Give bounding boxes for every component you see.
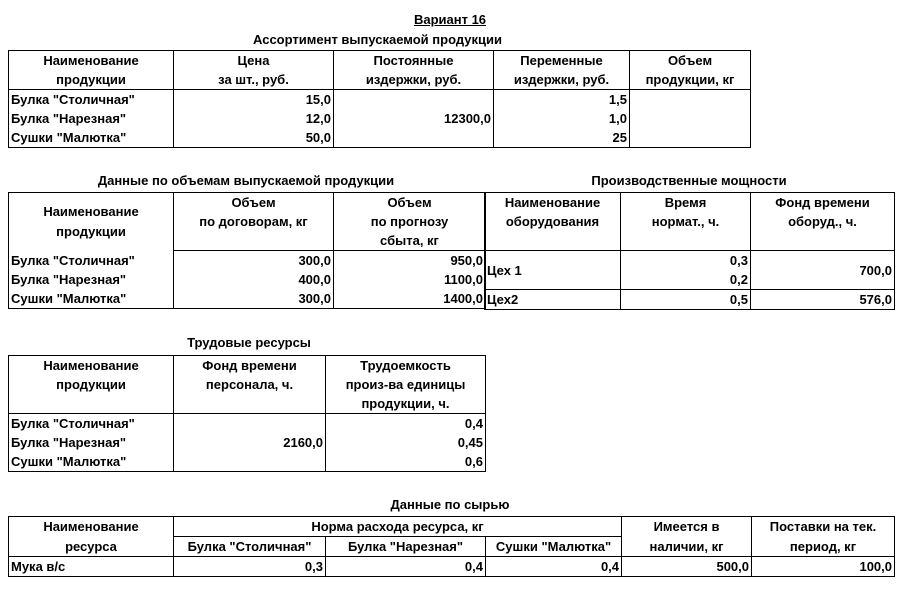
header-cell: Булка "Столичная" [174,537,326,557]
header-cell: ресурса [9,537,174,557]
header-cell: Имеется в [622,517,752,537]
labor-intensity-cell: 0,45 [326,433,486,452]
header-cell: Цена [174,51,334,71]
header-cell: Объем [174,193,334,213]
table-row [9,452,486,472]
header-cell: Фонд времени [174,356,326,376]
header-cell: Булка "Нарезная" [326,537,486,557]
norm-time-cell: 0,5 [621,290,751,310]
variable-cost-cell: 25 [494,128,630,148]
header-cell: продукции, ч. [326,394,486,414]
table-row [9,414,486,434]
forecast-volume-cell: 1400,0 [334,289,486,309]
norm-header: Норма расхода ресурса, кг [174,517,622,537]
equipment-name: Цех2 [485,290,621,310]
header-line: Наименование [43,203,139,219]
table-row [485,290,895,310]
equipment-name: Цех 1 [485,251,621,290]
labor-intensity-cell: 0,6 [326,452,486,472]
product-name: Сушки "Малютка" [9,289,174,309]
norm-time-cell: 0,2 [621,270,751,290]
volume-cell [630,90,751,110]
header-cell: за шт., руб. [174,70,334,90]
header-cell [9,394,174,414]
header-cell: Переменные [494,51,630,71]
norm-cell: 0,3 [174,557,326,577]
norm-cell: 0,4 [326,557,486,577]
table-row [9,433,486,452]
header-cell: Трудоемкость [326,356,486,376]
fixed-cost-cell [334,90,494,110]
table-row [9,90,751,110]
header-cell: произ-ва единицы [326,375,486,394]
table-row [9,109,751,128]
header-cell [485,231,621,251]
supply-cell: 100,0 [752,557,895,577]
header-cell: Постоянные [334,51,494,71]
header-cell: Сушки "Малютка" [486,537,622,557]
header-cell: оборудования [485,212,621,231]
variable-cost-cell: 1,0 [494,109,630,128]
product-name: Булка "Столичная" [9,90,174,110]
header-cell: период, кг [752,537,895,557]
header-cell: оборуд., ч. [751,212,895,231]
volume-cell [630,128,751,148]
contract-volume-cell: 300,0 [174,251,334,271]
header-cell: по прогнозу [334,212,486,231]
header-line: продукции [56,223,126,239]
product-name: Булка "Нарезная" [9,433,174,452]
assortment-title: Ассортимент выпускаемой продукции [253,32,502,47]
volumes-title: Данные по объемам выпускаемой продукции [97,173,395,188]
header-cell [174,394,326,414]
capacity-table [484,192,895,310]
volume-cell [630,109,751,128]
header-cell: Наименование [9,51,174,71]
capacity-title: Производственные мощности [591,173,787,188]
header-cell: Объем [630,51,751,71]
table-row [9,289,486,309]
table-row [485,251,895,271]
header-cell [751,231,895,251]
product-name: Булка "Столичная" [9,414,174,434]
available-cell: 500,0 [622,557,752,577]
assortment-table [8,50,751,148]
header-cell [174,231,334,251]
header-cell: нормат., ч. [621,212,751,231]
labor-table [8,355,486,472]
norm-cell: 0,4 [486,557,622,577]
materials-title: Данные по сырью [390,497,510,512]
fixed-cost-cell: 12300,0 [334,109,494,128]
fixed-cost-cell [334,128,494,148]
labor-title: Трудовые ресурсы [187,335,311,350]
header-cell: персонала, ч. [174,375,326,394]
product-name: Булка "Нарезная" [9,109,174,128]
header-cell: издержки, руб. [334,70,494,90]
time-fund-cell: 576,0 [751,290,895,310]
resource-name: Мука в/с [9,557,174,577]
table-row [9,270,486,289]
personnel-fund-cell: 2160,0 [174,433,326,452]
table-row [9,251,486,271]
header-cell: Наименование [485,193,621,213]
forecast-volume-cell: 1100,0 [334,270,486,289]
variant-title: Вариант 16 [413,12,487,27]
table-row [9,128,751,148]
product-name: Сушки "Малютка" [9,452,174,472]
header-cell: Объем [334,193,486,213]
table-row [9,557,895,577]
header-cell: продукции [9,70,174,90]
norm-time-cell: 0,3 [621,251,751,271]
header-cell: сбыта, кг [334,231,486,251]
header-cell: Наименование [9,356,174,376]
header-cell: издержки, руб. [494,70,630,90]
materials-table [8,516,895,577]
price-cell: 12,0 [174,109,334,128]
header-cell: по договорам, кг [174,212,334,231]
header-cell: Фонд времени [751,193,895,213]
personnel-fund-cell [174,414,326,434]
price-cell: 50,0 [174,128,334,148]
header-cell: наличии, кг [622,537,752,557]
header-cell: продукции, кг [630,70,751,90]
header-cell: Поставки на тек. [752,517,895,537]
header-cell [9,193,174,251]
header-cell: Наименование [9,517,174,537]
header-cell: Время [621,193,751,213]
price-cell: 15,0 [174,90,334,110]
product-name: Булка "Столичная" [9,251,174,271]
labor-intensity-cell: 0,4 [326,414,486,434]
product-name: Сушки "Малютка" [9,128,174,148]
time-fund-cell: 700,0 [751,251,895,290]
header-cell [621,231,751,251]
product-name: Булка "Нарезная" [9,270,174,289]
personnel-fund-cell [174,452,326,472]
volumes-table [8,192,486,309]
header-cell: продукции [9,375,174,394]
contract-volume-cell: 300,0 [174,289,334,309]
variable-cost-cell: 1,5 [494,90,630,110]
forecast-volume-cell: 950,0 [334,251,486,271]
contract-volume-cell: 400,0 [174,270,334,289]
